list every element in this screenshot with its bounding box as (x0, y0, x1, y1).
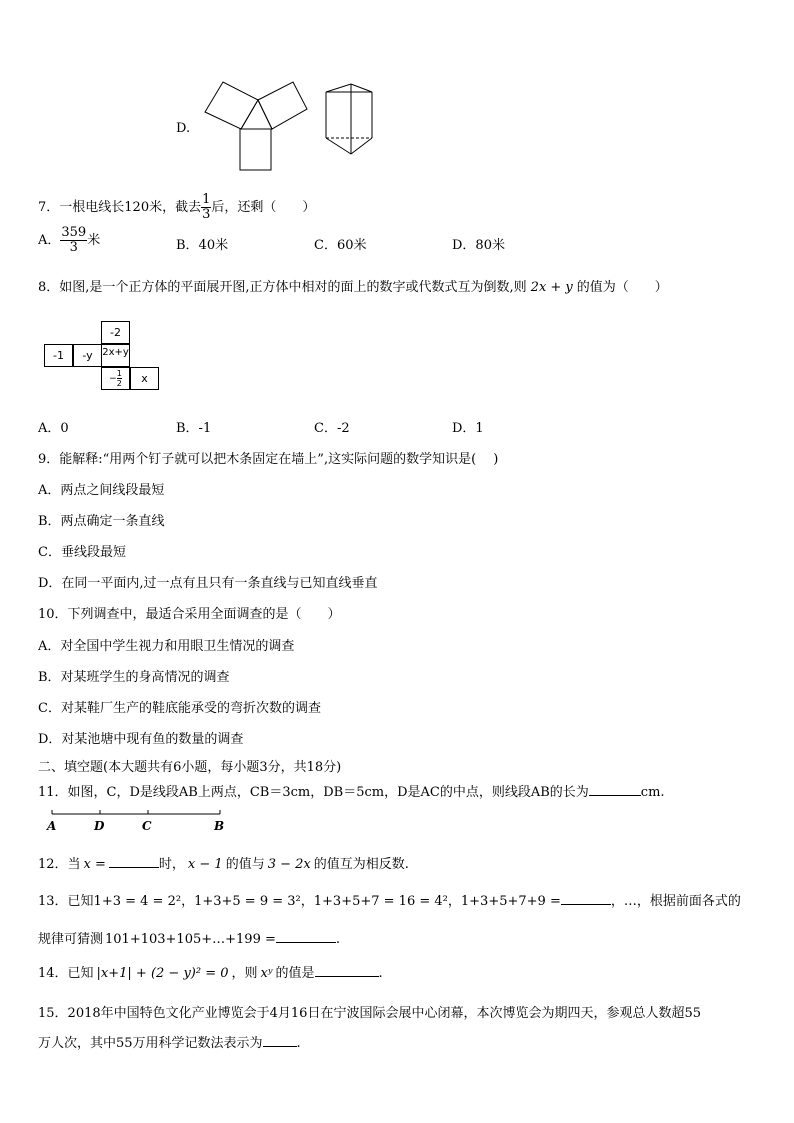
q8-option-c: C．-2 (314, 421, 350, 436)
q10-option-c: C．对某鞋厂生产的鞋底能承受的弯折次数的调查 (38, 701, 321, 716)
q8-stem: 8．如图,是一个正方体的平面展开图,正方体中相对的面上的数字或代数式互为倒数,则 2x + y 的值为（ ） (38, 280, 668, 295)
q7-option-a: A． $\frac{359}{3}$ 米 (38, 225, 101, 255)
q10-option-d: D．对某池塘中现有鱼的数量的调查 (38, 732, 244, 747)
q8-expression: 2x + y (530, 280, 573, 295)
q8-option-b: B．-1 (176, 421, 212, 436)
q9-stem: 9．能解释:“用两个钉子就可以把木条固定在墙上”,这实际问题的数学知识是( ) (38, 452, 499, 467)
q10-stem: 10．下列调查中，最适合采用全面调查的是（ ） (38, 607, 341, 622)
point-a-label: A (47, 819, 57, 833)
q7-fraction: $\frac{1}{3}$ (202, 192, 211, 222)
net-cell-top: -2 (101, 321, 130, 344)
q6-option-d-label: D. (176, 121, 191, 136)
net-cell-left1: -1 (44, 344, 73, 367)
net-cell-bottom: − $\frac{1}{2}$ (101, 367, 130, 390)
q9-option-a: A．两点之间线段最短 (38, 483, 165, 498)
q7-option-b: B．40米 (176, 238, 229, 253)
q9-option-b: B．两点确定一条直线 (38, 514, 165, 529)
q7-stem (38, 193, 315, 222)
q14-answer-blank[interactable] (315, 964, 379, 977)
q8-option-d: D．1 (452, 421, 484, 436)
q7-option-a-fraction: $\frac{359}{3}$ (61, 225, 87, 255)
q9-option-c: C．垂线段最短 (38, 545, 126, 560)
q12-answer-blank[interactable] (109, 855, 159, 868)
q13-answer-blank-1[interactable] (561, 892, 611, 905)
net-cell-center: 2x+y (101, 344, 130, 367)
q6-option-d-unfold-figure (200, 80, 320, 175)
net-cell-left2: -y (73, 344, 102, 367)
q10-option-a: A．对全国中学生视力和用眼卫生情况的调查 (38, 639, 295, 654)
q15-answer-blank[interactable] (263, 1034, 297, 1047)
q10-option-b: B．对某班学生的身高情况的调查 (38, 670, 230, 685)
q8-cube-net (44, 321, 164, 397)
q9-option-d: D．在同一平面内,过一点有且只有一条直线与已知直线垂直 (38, 576, 378, 591)
q15-stem-line2: 万人次，其中55万用科学记数法表示为 . (38, 1036, 301, 1051)
q7-stem-text: 7．一根电线长120米，截去 (38, 200, 202, 215)
q11-answer-blank[interactable] (589, 783, 641, 796)
point-b-label: B (214, 819, 225, 833)
q12-stem: 12．当 x = 时， x − 1 的值与 3 − 2x 的值互为相反数. (38, 857, 409, 872)
q15-stem-line1: 15．2018年中国特色文化产业博览会于4月16日在宁波国际会展中心闭幕，本次博览会为期四天，参观总人数超55 (38, 1006, 701, 1021)
q14-stem: 14．已知 |x+1| + (2 − y)² = 0 ，则 xʸ 的值是 . (38, 966, 383, 981)
q13-answer-blank-2[interactable] (276, 930, 336, 943)
q11-stem: 11．如图，C，D是线段AB上两点，CB＝3cm，DB＝5cm，D是AC的中点，则线段AB的长为 cm. (38, 785, 665, 800)
q7-option-c: C．60米 (314, 238, 367, 253)
q8-option-a: A．0 (38, 421, 69, 436)
q11-segment-figure (44, 806, 234, 836)
q13-stem-line1: 13．已知1+3 = 4 = 2²，1+3+5 = 9 = 3²，1+3+5+7 = 16 = 4²，1+3+5+7+9 = ，…，根据前面各式的 (38, 894, 741, 909)
q6-option-d-prism-figure (320, 82, 380, 162)
net-cell-right: x (130, 367, 159, 390)
q13-stem-line2: 规律可猜测 101+103+105+…+199 = . (38, 932, 341, 947)
q7-option-d: D．80米 (452, 238, 505, 253)
q7-stem-post: 后，还剩（ ） (211, 200, 316, 215)
section-2-heading: 二、填空题(本大题共有6小题，每小题3分，共18分) (38, 760, 342, 775)
point-d-label: D (94, 819, 105, 833)
point-c-label: C (142, 819, 152, 833)
